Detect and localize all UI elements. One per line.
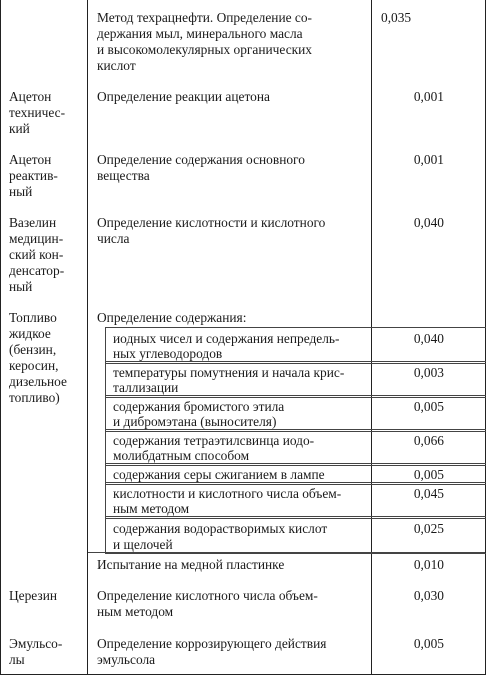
method-line: содержания серы сжиганием в лампе (113, 467, 325, 482)
substance-line: лы (9, 652, 25, 667)
method-line: и дибромэтана (выносителя) (113, 414, 277, 429)
method-line: молибдатным способом (113, 448, 250, 463)
substance-line: ный (9, 184, 33, 199)
method-line: температуры помутнения и начала крис- (113, 365, 345, 380)
method-line: Определение кислотности и кислотного (97, 215, 326, 230)
method-line: ным методом (97, 604, 174, 619)
substance-line: техничес- (9, 105, 66, 120)
substance-line: Эмульсо- (9, 636, 63, 651)
substance-line: реактив- (9, 168, 58, 183)
value-cell: 0,005 (413, 399, 444, 414)
value-cell: 0,005 (413, 467, 444, 482)
method-line: таллизации (113, 380, 179, 395)
value-cell: 0,001 (413, 152, 444, 167)
method-line: ных углеводородов (113, 346, 223, 361)
value-cell: 0,005 (413, 636, 444, 651)
substance-line: жидкое (9, 326, 51, 341)
substance-line: Топливо (9, 310, 57, 325)
method-line: содержания водорастворимых кислот (113, 521, 328, 536)
method-line: кислот (97, 58, 136, 73)
method-line: числа (97, 231, 130, 246)
substance-line: Ацетон (9, 152, 52, 167)
substance-line: Вазелин (9, 215, 57, 230)
method-line: иодных чисел и содержания непредель- (113, 331, 340, 346)
value-cell: 0,066 (413, 433, 444, 448)
value-cell: 0,001 (413, 89, 444, 104)
method-line: вещества (97, 168, 150, 183)
method-line: Определение содержания основного (97, 152, 305, 167)
substance-line: медицин- (9, 231, 64, 246)
method-line: Метод техрацнефти. Определение со- (97, 10, 313, 25)
method-line: Испытание на медной пластинке (97, 557, 285, 572)
value-cell: 0,003 (413, 365, 444, 380)
value-cell: 0,035 (381, 10, 412, 25)
method-line: Определение реакции ацетона (97, 89, 270, 104)
method-line: эмульсола (97, 652, 156, 667)
method-line: и высокомолекулярных органических (97, 42, 313, 57)
method-line: содержания бромистого этила (113, 399, 285, 414)
substance-line: кий (9, 121, 30, 136)
column-divider-substance (87, 0, 88, 675)
method-line: ным методом (113, 501, 190, 516)
substance-line: ный (9, 279, 33, 294)
column-divider-left (0, 0, 1, 675)
method-line: Определение коррозирующего действия (97, 636, 327, 651)
value-cell: 0,025 (413, 521, 444, 536)
substance-line: Ацетон (9, 89, 52, 104)
method-line: содержания тетраэтилсвинца иодо- (113, 433, 315, 448)
substance-line: ский кон- (9, 247, 64, 262)
substance-line: Церезин (9, 588, 58, 603)
substance-line: (бензин, (9, 342, 57, 357)
value-cell: 0,045 (413, 486, 444, 501)
substance-line: топливо) (9, 390, 60, 405)
method-line: Определение кислотного числа объем- (97, 588, 318, 603)
substance-line: денсатор- (9, 263, 65, 278)
value-cell: 0,040 (413, 215, 444, 230)
method-line: держания мыл, минерального масла (97, 26, 303, 41)
value-cell: 0,040 (413, 331, 444, 346)
value-cell: 0,030 (413, 588, 444, 603)
method-line: кислотности и кислотного числа объем- (113, 486, 342, 501)
method-heading: Определение содержания: (97, 310, 247, 325)
substance-line: дизельное (9, 374, 67, 389)
value-cell: 0,010 (413, 557, 444, 572)
method-line: и щелочей (113, 537, 173, 552)
substance-line: керосин, (9, 358, 59, 373)
